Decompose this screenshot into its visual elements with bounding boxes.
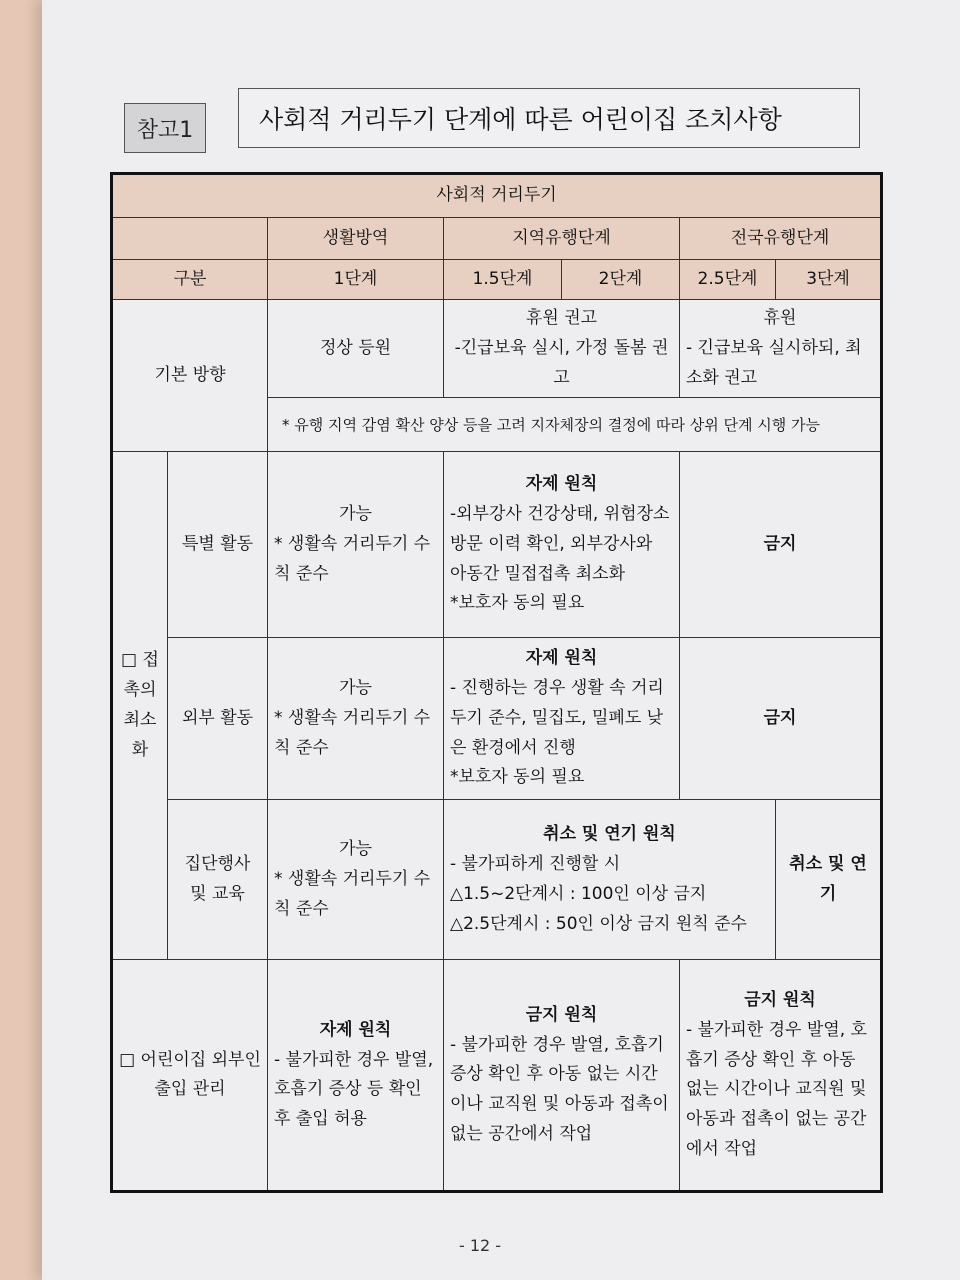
group-event-stage1-cell xyxy=(268,800,444,960)
cell-title: 자제 원칙 xyxy=(319,1019,392,1040)
cell-title: 가능 xyxy=(339,504,372,525)
basic-stage1-cell: 정상 등원 xyxy=(268,300,444,398)
cell-body: - 불가피한 경우 발열, 호흡기 증상 확인 후 아동 없는 시간이나 교직원 및 아동과 접촉이 없는 공간에서 작업 xyxy=(686,1019,867,1159)
cell-title: 자제 원칙 xyxy=(525,474,598,495)
cell-title: 가능 xyxy=(339,839,372,860)
cell-title: 취소 및 연기 원칙 xyxy=(543,824,676,845)
visitor-stage1-cell xyxy=(268,960,444,1192)
group-header-national: 전국유행단계 xyxy=(680,218,882,260)
cell-title: 금지 원칙 xyxy=(744,990,816,1010)
contact-minimize-label: □ 접촉의 최소화 xyxy=(112,452,168,960)
cell-body: -긴급보육 실시, 가정 돌봄 권고 xyxy=(454,337,669,388)
special-activity-label: 특별 활동 xyxy=(168,452,268,638)
cell-line: - 불가피하게 진행할 시 xyxy=(450,854,621,874)
visitor-management-label: □ 어린이집 외부인 출입 관리 xyxy=(112,960,268,1192)
outdoor-stage1-cell xyxy=(268,638,444,800)
stage-header: 3단계 xyxy=(776,260,882,300)
outdoor-activity-label: 외부 활동 xyxy=(168,638,268,800)
special-regional-cell xyxy=(444,452,680,638)
cell-title: 휴원 권고 xyxy=(525,308,598,328)
cell-body: -외부강사 건강상태, 위험장소 방문 이력 확인, 외부강사와 아동간 밀접접촉 최소화 xyxy=(450,504,670,584)
group-header-regional: 지역유행단계 xyxy=(444,218,680,260)
stage-header: 1단계 xyxy=(268,260,444,300)
page-number: - 12 - xyxy=(458,1236,502,1255)
cell-body: - 불가피한 경우 발열, 호흡기 증상 확인 후 아동 없는 시간이나 교직원 및 아동과 접촉이 없는 공간에서 작업 xyxy=(450,1034,669,1144)
stage-header: 2단계 xyxy=(562,260,680,300)
cell-title: 휴원 xyxy=(763,308,797,328)
group-header-daily: 생활방역 xyxy=(268,218,444,260)
cell-body: - 긴급보육 실시하되, 최소화 권고 xyxy=(686,337,862,388)
basic-direction-label: 기본 방향 xyxy=(112,300,268,452)
cell-title: 자제 원칙 xyxy=(525,648,598,669)
header-blank xyxy=(112,218,268,260)
document-title: 사회적 거리두기 단계에 따른 어린이집 조치사항 xyxy=(238,88,860,148)
cell-note: *보호자 동의 필요 xyxy=(450,767,585,788)
cell-title: 금지 원칙 xyxy=(525,1004,598,1025)
visitor-national-cell xyxy=(680,960,882,1192)
cell-body: * 생활속 거리두기 수칙 준수 xyxy=(274,533,431,584)
basic-regional-cell xyxy=(444,300,680,398)
group-event-stage3-cell: 취소 및 연기 xyxy=(776,800,882,960)
stage-header: 1.5단계 xyxy=(444,260,562,300)
category-header: 구분 xyxy=(112,260,268,300)
special-stage1-cell xyxy=(268,452,444,638)
outdoor-national-cell: 금지 xyxy=(680,638,882,800)
cell-title: 가능 xyxy=(339,678,372,699)
group-event-label: 집단행사 및 교육 xyxy=(168,800,268,960)
visitor-regional-cell xyxy=(444,960,680,1192)
cell-line: △1.5~2단계시 : 100인 이상 금지 xyxy=(450,883,707,904)
special-national-cell: 금지 xyxy=(680,452,882,638)
cell-line: △2.5단계시 : 50인 이상 금지 원칙 준수 xyxy=(450,913,747,934)
top-header: 사회적 거리두기 xyxy=(112,174,882,218)
basic-national-cell xyxy=(680,300,882,398)
cell-note: *보호자 동의 필요 xyxy=(450,593,585,614)
cell-body: - 진행하는 경우 생활 속 거리두기 준수, 밀집도, 밀폐도 낮은 환경에서 진행 xyxy=(450,678,664,758)
outdoor-regional-cell xyxy=(444,638,680,800)
group-event-mid-cell xyxy=(444,800,776,960)
stage-header: 2.5단계 xyxy=(680,260,776,300)
cell-body: * 생활속 거리두기 수칙 준수 xyxy=(274,707,431,758)
cell-body: - 불가피한 경우 발열, 호흡기 증상 등 확인 후 출입 허용 xyxy=(274,1049,434,1129)
measures-table xyxy=(110,172,883,1193)
cell-body: * 생활속 거리두기 수칙 준수 xyxy=(274,868,431,919)
reference-label: 참고1 xyxy=(124,103,206,153)
basic-note: * 유행 지역 감염 확산 양상 등을 고려 지자체장의 결정에 따라 상위 단계 시행 가능 xyxy=(268,398,882,452)
